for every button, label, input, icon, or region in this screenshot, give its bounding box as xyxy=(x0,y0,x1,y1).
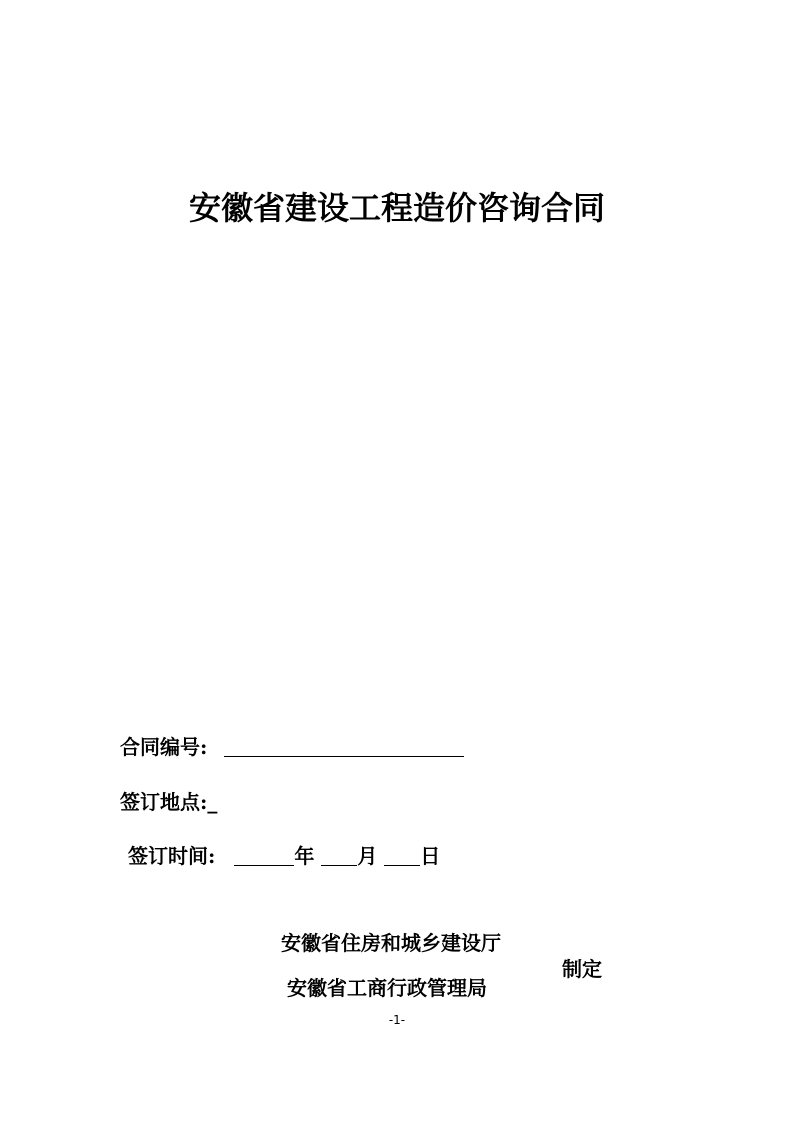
signing-place-field xyxy=(120,788,217,816)
signing-place-label: 签订地点:_ xyxy=(120,790,218,814)
page-number: -1- xyxy=(388,1013,406,1027)
signing-time-field xyxy=(128,842,440,870)
year-blank xyxy=(234,845,294,866)
contract-number-field xyxy=(120,733,464,761)
month-unit: 月 xyxy=(357,844,378,868)
month-blank xyxy=(321,845,357,866)
contract-number-label: 合同编号: xyxy=(120,735,208,759)
contract-number-blank xyxy=(224,736,464,757)
contract-title: 安徽省建设工程造价咨询合同 xyxy=(188,189,605,227)
signing-time-label: 签订时间: xyxy=(128,844,216,868)
issuer-line-2: 安徽省工商行政管理局 xyxy=(287,976,487,1000)
day-unit: 日 xyxy=(420,844,441,868)
year-unit: 年 xyxy=(294,844,315,868)
day-blank xyxy=(384,845,420,866)
made-label: 制定 xyxy=(562,957,602,981)
issuer-line-1: 安徽省住房和城乡建设厅 xyxy=(281,931,501,955)
